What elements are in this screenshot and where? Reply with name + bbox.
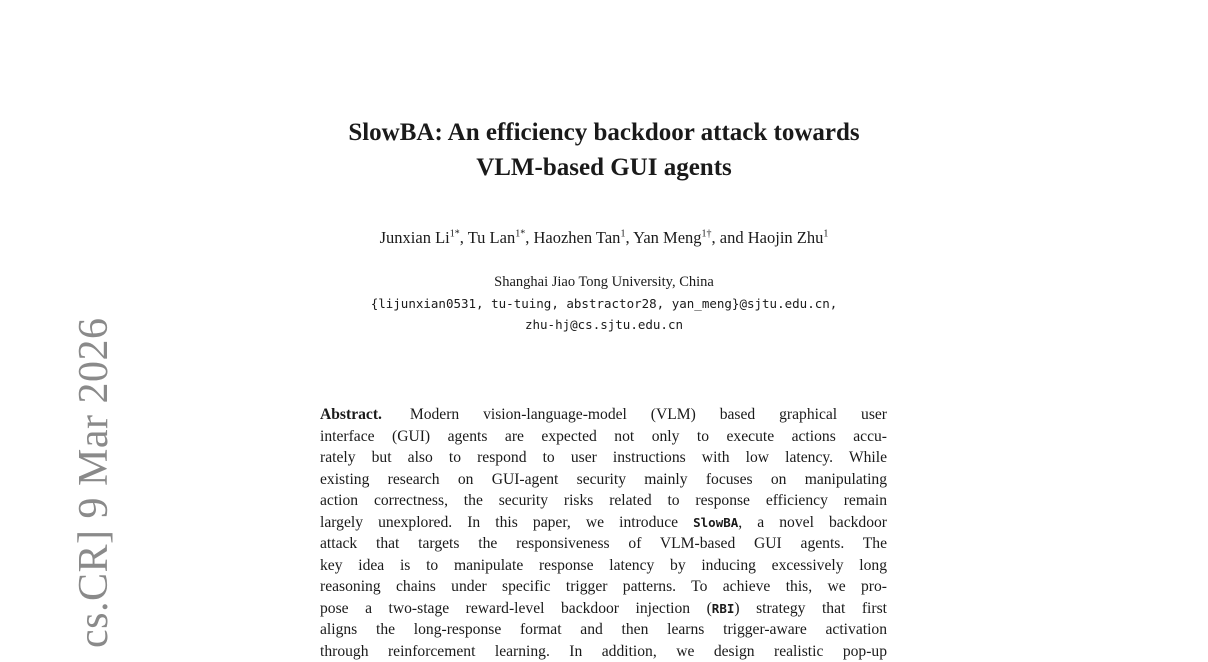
author-name: Haozhen Tan [533, 228, 620, 247]
abstract-line [320, 426, 887, 448]
institution: Shanghai Jiao Tong University, China [494, 274, 714, 290]
email-line-1: {lijunxian0531, tu-tuing, abstractor28, yan_meng}@sjtu.edu.cn, [0, 293, 1208, 314]
abstract-line [320, 641, 887, 662]
abstract-line [320, 469, 887, 491]
abstract-text: rately but also to respond to user instructions with low latency. While [320, 449, 887, 466]
author-name: Tu Lan [468, 228, 516, 247]
abstract-line [320, 576, 887, 598]
abstract-code-term: RBI [712, 601, 735, 616]
abstract-heading: Abstract. [320, 406, 382, 423]
author-name: Junxian Li [380, 228, 450, 247]
abstract-text: aligns the long-response format and then learns trigger-aware activation [320, 621, 887, 638]
arxiv-stamp-text: cs.CR] 9 Mar 2026 [70, 318, 118, 648]
abstract-text: , a novel backdoor [738, 514, 887, 531]
author-affiliation-mark: 1 [620, 229, 625, 240]
author-separator: , and [712, 228, 748, 247]
abstract-text: attack that targets the responsiveness of VLM-based GUI agents. The [320, 535, 887, 552]
abstract-text: reasoning chains under specific trigger patterns. To achieve this, we pro- [320, 578, 887, 595]
abstract-text: action correctness, the security risks related to response efficiency remain [320, 492, 887, 509]
title-line-1: SlowBA: An efficiency backdoor attack towards [0, 115, 1208, 150]
abstract-line [320, 533, 887, 555]
abstract-line [320, 619, 887, 641]
abstract-code-term: SlowBA [693, 515, 738, 530]
author-affiliation-mark: 1* [515, 229, 525, 240]
abstract-text: ) strategy that first [734, 600, 887, 617]
abstract-line [320, 512, 887, 534]
author-affiliation-mark: 1 [823, 229, 828, 240]
abstract-line [320, 490, 887, 512]
affiliation-block [0, 272, 1208, 335]
abstract-text: Modern vision-language-model (VLM) based graphical user [410, 406, 887, 423]
abstract-line [320, 447, 887, 469]
abstract-text: interface (GUI) agents are expected not only to execute actions accu- [320, 428, 887, 445]
abstract-text: largely unexplored. In this paper, we introduce [320, 514, 693, 531]
arxiv-margin-stamp [20, 330, 90, 648]
paper-title [0, 115, 1208, 185]
author-name: Yan Meng [633, 228, 701, 247]
author-affiliation-mark: 1† [702, 229, 712, 240]
author-affiliation-mark: 1* [450, 229, 460, 240]
author-separator: , [625, 228, 633, 247]
abstract-text: key idea is to manipulate response latency by inducing excessively long [320, 557, 887, 574]
title-line-2: VLM-based GUI agents [0, 150, 1208, 185]
abstract-text: existing research on GUI-agent security mainly focuses on manipulating [320, 471, 887, 488]
abstract-line [320, 404, 887, 426]
author-separator: , [460, 228, 468, 247]
abstract-line [320, 598, 887, 620]
abstract-line [320, 555, 887, 577]
author-list [0, 228, 1208, 248]
author-separator: , [525, 228, 533, 247]
abstract-text: pose a two-stage reward-level backdoor injection ( [320, 600, 712, 617]
author-name: Haojin Zhu [748, 228, 824, 247]
abstract [320, 404, 887, 662]
abstract-text: through reinforcement learning. In addition, we design realistic pop-up [320, 643, 887, 660]
email-line-2: zhu-hj@cs.sjtu.edu.cn [0, 314, 1208, 335]
